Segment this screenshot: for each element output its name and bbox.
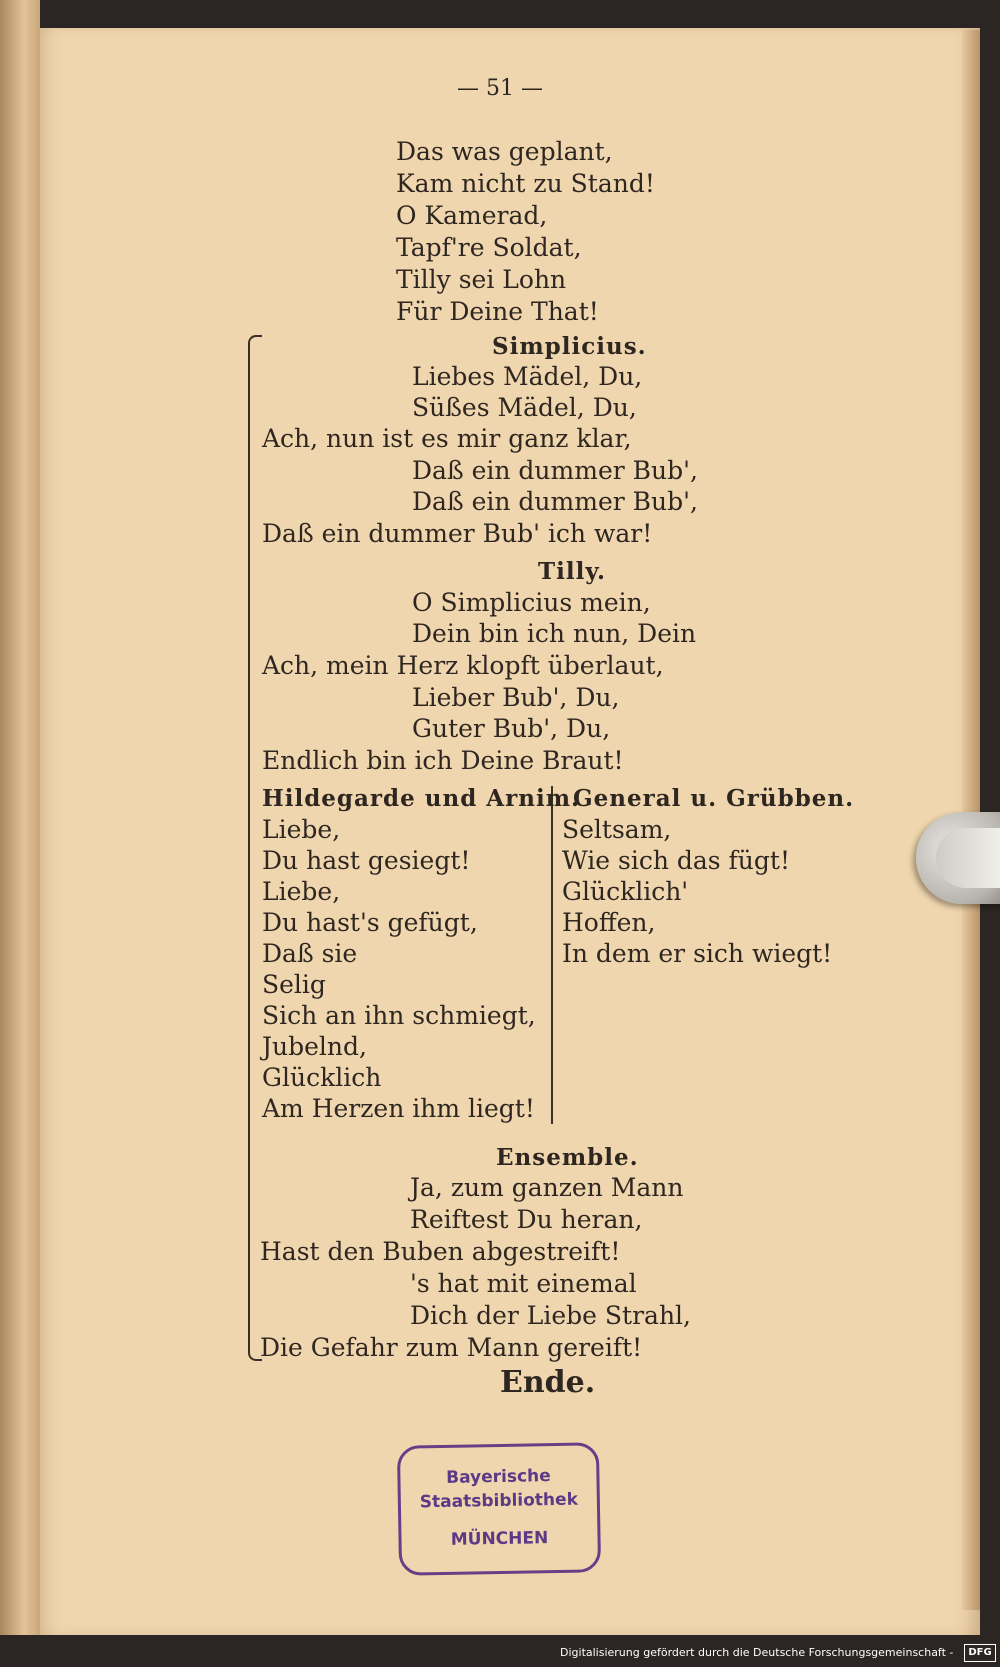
verse-line: Daß sie xyxy=(262,939,358,968)
verse-line: 's hat mit einemal xyxy=(410,1269,637,1298)
verse-line: Seltsam, xyxy=(562,815,672,844)
verse-line: Ja, zum ganzen Mann xyxy=(410,1173,684,1202)
ensemble-bracket xyxy=(248,335,262,1361)
digitization-footer: Digitalisierung gefördert durch die Deutsche Forschungsgemeinschaft - xyxy=(560,1646,954,1659)
speaker-general-gruebben: General u. Grübben. xyxy=(573,785,855,812)
verse-line: Ach, mein Herz klopft überlaut, xyxy=(262,651,664,680)
verse-line: Lieber Bub', Du, xyxy=(412,683,620,712)
verse-line: Daß ein dummer Bub' ich war! xyxy=(262,519,653,548)
speaker-hildegarde-arnim: Hildegarde und Arnim. xyxy=(262,785,581,812)
verse-line: Dein bin ich nun, Dein xyxy=(412,619,697,648)
stamp-line: Staatsbibliothek xyxy=(419,1489,579,1513)
verse-line: Du hast's gefügt, xyxy=(262,908,478,937)
verse-line: Am Herzen ihm liegt! xyxy=(262,1094,535,1123)
verse-line: In dem er sich wiegt! xyxy=(562,939,833,968)
verse-line: Daß ein dummer Bub', xyxy=(412,487,698,516)
verse-line: Guter Bub', Du, xyxy=(412,714,611,743)
verse-line: Liebe, xyxy=(262,815,341,844)
end-mark: Ende. xyxy=(500,1365,596,1400)
speaker-ensemble: Ensemble. xyxy=(496,1144,639,1171)
verse-line: Die Gefahr zum Mann gereift! xyxy=(260,1333,643,1362)
verse-line: O Kamerad, xyxy=(396,201,548,230)
verse-line: Sich an ihn schmiegt, xyxy=(262,1001,536,1030)
stamp-line: Bayerische xyxy=(445,1466,551,1488)
library-stamp xyxy=(397,1442,601,1576)
verse-line: Jubelnd, xyxy=(262,1032,367,1061)
verse-line: Reiftest Du heran, xyxy=(410,1205,643,1234)
previous-page-edge xyxy=(0,0,40,1635)
verse-line: Hast den Buben abgestreift! xyxy=(260,1237,621,1266)
verse-line: Glücklich' xyxy=(562,877,689,906)
verse-line: Ach, nun ist es mir ganz klar, xyxy=(262,424,632,453)
dfg-logo: DFG xyxy=(964,1644,996,1662)
speaker-tilly: Tilly. xyxy=(538,558,607,585)
verse-line: Du hast gesiegt! xyxy=(262,846,471,875)
verse-line: Süßes Mädel, Du, xyxy=(412,393,637,422)
verse-line: Tapf're Soldat, xyxy=(396,233,582,262)
verse-line: Glücklich xyxy=(262,1063,382,1092)
page-number: — 51 — xyxy=(457,76,543,101)
verse-line: Wie sich das fügt! xyxy=(562,846,791,875)
verse-line: O Simplicius mein, xyxy=(412,588,651,617)
verse-line: Hoffen, xyxy=(562,908,656,937)
verse-line: Für Deine That! xyxy=(396,297,599,326)
verse-line: Endlich bin ich Deine Braut! xyxy=(262,746,624,775)
speaker-simplicius: Simplicius. xyxy=(492,333,647,360)
stamp-line: MÜNCHEN xyxy=(450,1528,549,1550)
verse-line: Tilly sei Lohn xyxy=(396,265,567,294)
paper-clip-inner xyxy=(936,828,1000,888)
verse-line: Liebes Mädel, Du, xyxy=(412,362,643,391)
column-divider xyxy=(551,786,553,1124)
verse-line: Dich der Liebe Strahl, xyxy=(410,1301,691,1330)
verse-line: Selig xyxy=(262,970,326,999)
verse-line: Das was geplant, xyxy=(396,137,613,166)
verse-line: Liebe, xyxy=(262,877,341,906)
verse-line: Kam nicht zu Stand! xyxy=(396,169,655,198)
verse-line: Daß ein dummer Bub', xyxy=(412,456,698,485)
